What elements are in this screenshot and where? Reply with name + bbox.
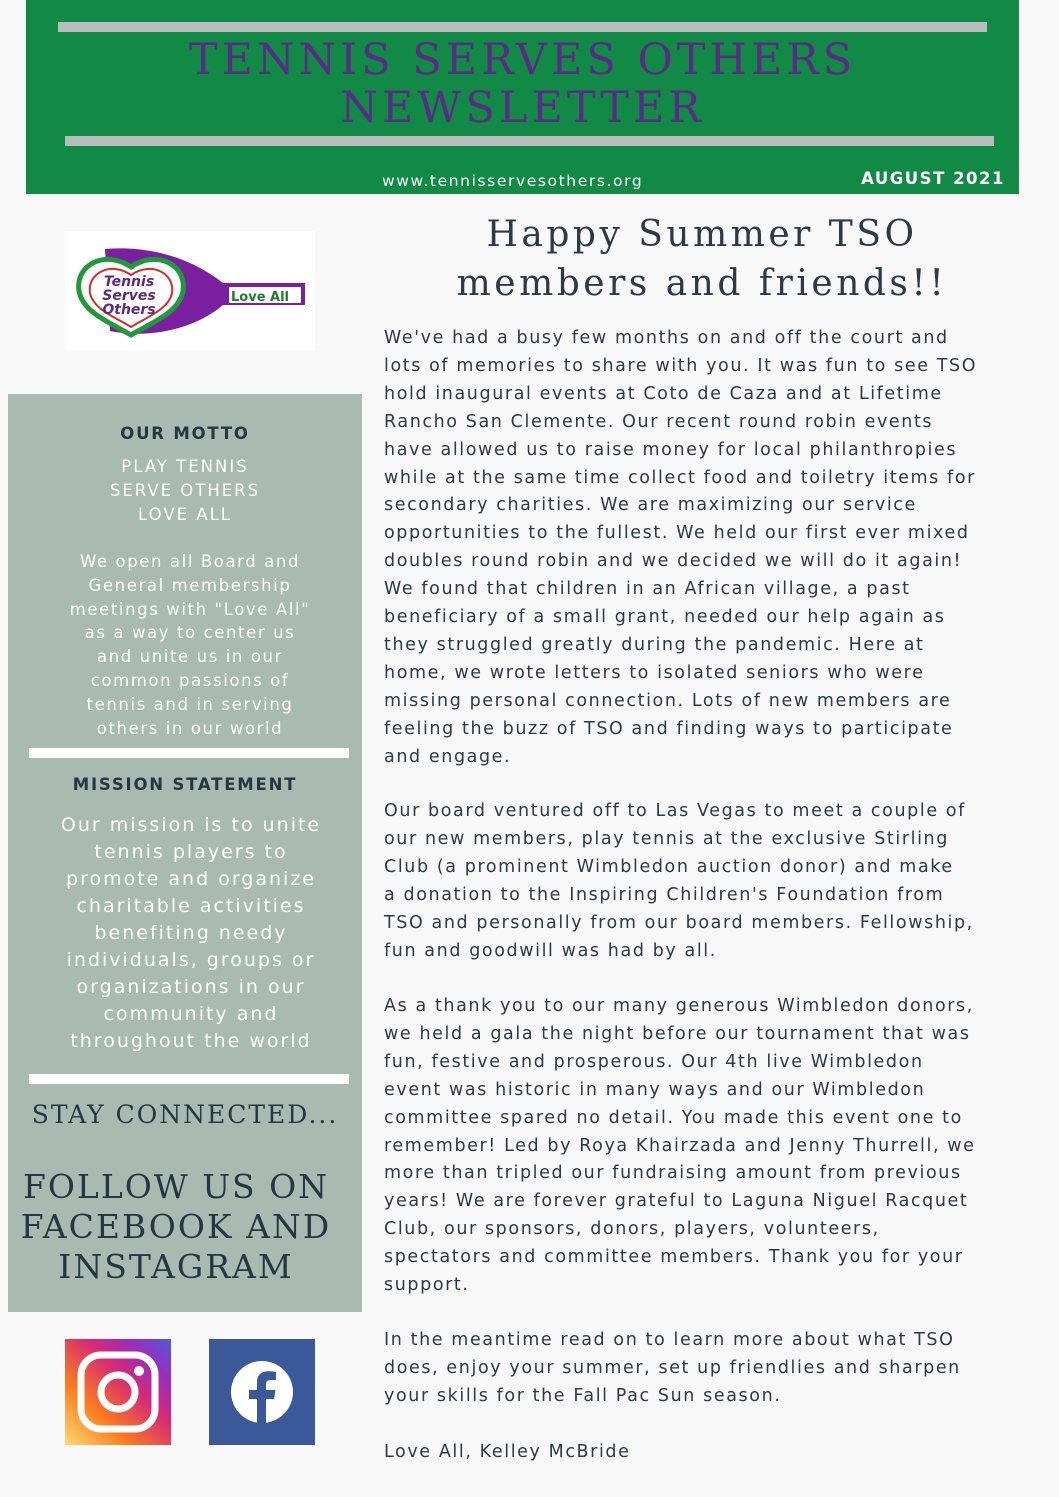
text-line: event was historic in many ways and our Wimbledon — [384, 1079, 926, 1100]
text-line: remember! Led by Roya Khairzada and Jenny Thurrell, we — [384, 1135, 976, 1156]
motto-heading: OUR MOTTO — [120, 424, 250, 443]
text-line: fun and goodwill was had by all. — [384, 940, 717, 961]
follow-line: FACEBOOK AND — [20, 1207, 332, 1246]
title-line-2: NEWSLETTER — [340, 83, 705, 133]
body-paragraph-2 — [384, 798, 1024, 965]
text-line: We found that children in an African village, a past — [384, 579, 911, 600]
text-line: lots of memories to share with you. It was fun to see TSO — [384, 355, 978, 376]
text-line: As a thank you to our many generous Wimbledon donors, — [384, 996, 974, 1016]
follow-line: FOLLOW US ON — [22, 1167, 330, 1206]
instagram-link[interactable] — [65, 1339, 171, 1445]
mission-line: tennis players to — [94, 841, 288, 863]
text-line: years! We are forever grateful to Laguna Niguel Racquet — [384, 1191, 969, 1212]
svg-text:Others: Others — [102, 302, 156, 318]
text-line: our new members, play tennis at the exclusive Stirling — [384, 828, 949, 849]
instagram-icon — [65, 1339, 171, 1445]
motto-paragraph-line: General membership — [88, 575, 292, 595]
facebook-link[interactable] — [209, 1339, 315, 1445]
text-line: feeling the buzz of TSO and finding ways to participate — [384, 718, 954, 739]
motto-line: PLAY TENNIS — [121, 457, 249, 476]
stay-connected-heading: STAY CONNECTED... — [31, 1100, 339, 1129]
sidebar-panel — [8, 394, 362, 1312]
body-paragraph-1 — [384, 325, 1024, 772]
mission-line: promote and organize — [66, 868, 316, 890]
motto-paragraph-line: meetings with "Love All" — [69, 599, 311, 619]
svg-text:Serves: Serves — [102, 288, 156, 304]
motto-paragraph-line: common passions of — [90, 670, 290, 690]
header-top-rule — [58, 22, 987, 32]
newsletter-header — [26, 0, 1019, 194]
text-line: Rancho San Clemente. Our recent round robin events — [384, 411, 934, 432]
mission-line: Our mission is to unite — [60, 814, 322, 836]
motto-line: LOVE ALL — [138, 505, 232, 524]
text-line: your skills for the Fall Pac Sun season. — [384, 1385, 782, 1406]
mission-line: throughout the world — [70, 1030, 312, 1052]
mission-line: organizations in our — [76, 976, 306, 998]
text-line: TSO and personally from our board members. Fellowship, — [384, 912, 974, 933]
text-line: support. — [384, 1275, 470, 1296]
text-line: spectators and committee members. Thank you for your — [384, 1247, 964, 1268]
follow-line: INSTAGRAM — [58, 1247, 294, 1286]
text-line: doubles round robin and we decided we will do it again! — [384, 551, 963, 572]
main-heading-line-2: members and friends!! — [456, 263, 948, 304]
text-line: they struggled greatly during the pandemic. Here at — [384, 634, 925, 655]
motto-line: SERVE OTHERS — [109, 481, 261, 500]
mission-line: benefiting needy — [94, 922, 288, 944]
text-line: more than tripled our fundraising amount from previous — [384, 1163, 962, 1184]
main-heading — [384, 210, 1020, 308]
text-line: beneficiary of a small grant, needed our help again as — [384, 607, 946, 628]
mission-line: community and — [103, 1003, 279, 1025]
mission-heading: MISSION STATEMENT — [72, 775, 298, 794]
text-line: committee spared no detail. You made this event one to — [384, 1107, 963, 1128]
text-line: Club (a prominent Wimbledon auction donor) and make — [384, 856, 954, 877]
body-paragraph-4 — [384, 1327, 1024, 1411]
sidebar-divider — [29, 1074, 349, 1084]
text-line: opportunities to the fullest. We held our first ever mixed — [384, 523, 970, 544]
newsletter-title — [26, 36, 1019, 132]
text-line: while at the same time collect food and toiletry items for — [384, 467, 976, 488]
text-line: and engage. — [384, 746, 512, 767]
website-url[interactable]: www.tennisservesothers.org — [382, 172, 644, 190]
text-line: fun, festive and prosperous. Our 4th live Wimbledon — [384, 1051, 924, 1072]
mission-line: individuals, groups or — [66, 949, 316, 971]
title-line-1: TENNIS SERVES OTHERS — [188, 35, 857, 85]
sidebar-divider — [29, 748, 349, 758]
text-line: missing personal connection. Lots of new members are — [384, 690, 952, 711]
facebook-icon — [209, 1339, 315, 1445]
issue-date: AUGUST 2021 — [861, 169, 1005, 188]
tso-logo — [65, 231, 315, 351]
text-line: have allowed us to raise money for local philanthropies — [384, 439, 958, 460]
motto-paragraph — [52, 550, 328, 740]
motto-paragraph-line: We open all Board and — [79, 552, 301, 571]
tennis-racquet-logo-icon — [65, 231, 315, 351]
svg-text:Tennis: Tennis — [103, 274, 155, 290]
svg-text:Love All: Love All — [231, 290, 290, 305]
header-bottom-rule — [65, 136, 994, 146]
mission-statement — [38, 812, 344, 1055]
motto-paragraph-line: others in our world — [96, 718, 284, 738]
text-line: We've had a busy few months on and off the court and — [384, 328, 949, 348]
signoff: Love All, Kelley McBride — [384, 1442, 631, 1462]
text-line: hold inaugural events at Coto de Caza and at Lifetime — [384, 383, 943, 404]
follow-us-text — [8, 1167, 344, 1287]
motto-paragraph-line: as a way to center us — [84, 623, 296, 643]
text-line: we held a gala the night before our tournament that was — [384, 1023, 971, 1044]
main-heading-line-1: Happy Summer TSO — [486, 214, 918, 255]
text-line: a donation to the Inspiring Children's Foundation from — [384, 884, 945, 905]
text-line: Our board ventured off to Las Vegas to meet a couple of — [384, 801, 966, 821]
motto-paragraph-line: and unite us in our — [97, 647, 283, 667]
text-line: Club, our sponsors, donors, players, volunteers, — [384, 1219, 880, 1240]
text-line: secondary charities. We are maximizing our service — [384, 495, 917, 516]
text-line: does, enjoy your summer, set up friendlies and sharpen — [384, 1357, 961, 1378]
motto-lines — [8, 455, 362, 527]
body-paragraph-3 — [384, 993, 1024, 1300]
motto-paragraph-line: tennis and in serving — [86, 694, 294, 714]
text-line: home, we wrote letters to isolated seniors who were — [384, 662, 925, 683]
text-line: In the meantime read on to learn more about what TSO — [384, 1330, 955, 1350]
mission-line: charitable activities — [76, 895, 306, 917]
